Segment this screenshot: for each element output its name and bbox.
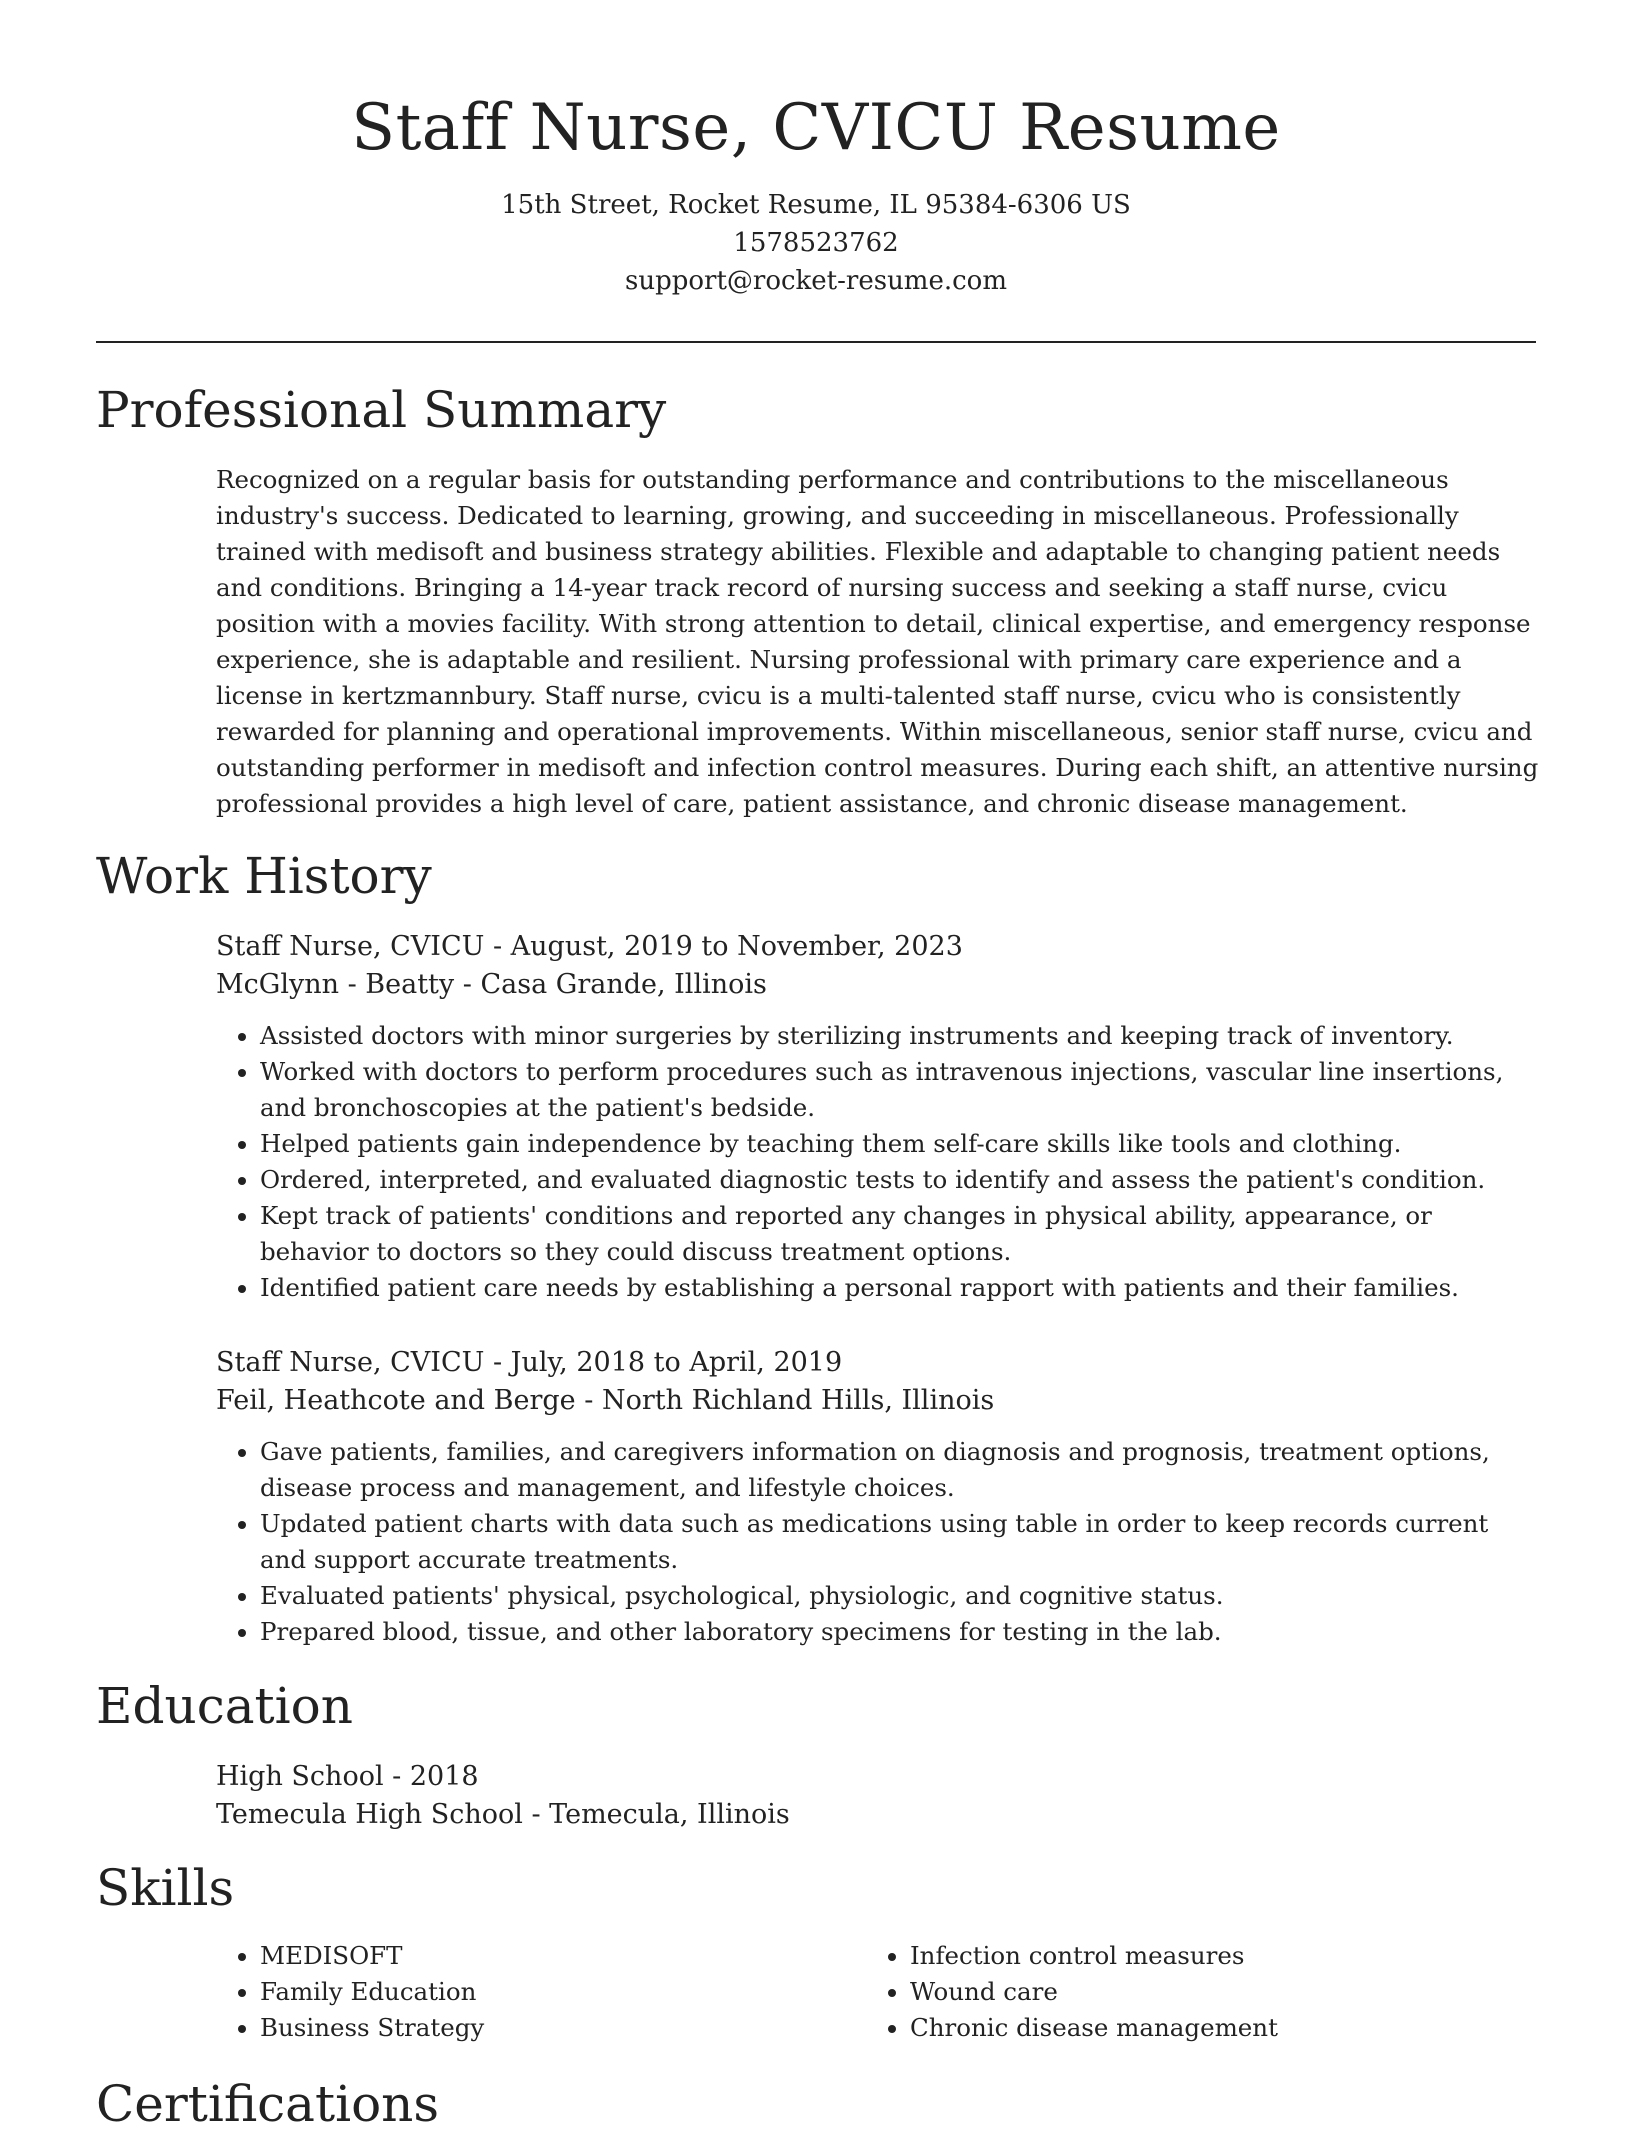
- email: support@rocket-resume.com: [624, 266, 1007, 296]
- list-item: • Infection control measures: [910, 1938, 1516, 1974]
- list-item: • MEDISOFT: [260, 1938, 866, 1974]
- education-year: - 2018: [383, 1761, 479, 1792]
- job-title: Staff Nurse, CVICU: [216, 931, 485, 962]
- resume-title: Staff Nurse, CVICU Resume: [351, 91, 1281, 165]
- resume-header: [96, 84, 1536, 300]
- skills-column-left: [216, 1938, 866, 2046]
- list-item: • Evaluated patients' physical, psychological, physiologic, and cognitive status.: [260, 1578, 1540, 1614]
- header-divider: [96, 341, 1536, 343]
- job-entry: [216, 928, 1540, 1306]
- job-title: Staff Nurse, CVICU: [216, 1347, 485, 1378]
- job-company-line: [216, 966, 1540, 1004]
- job-entry: [216, 1344, 1540, 1650]
- job-location: - Casa Grande, Illinois: [454, 969, 767, 1000]
- list-item: • Gave patients, families, and caregivers information on diagnosis and prognosis, treatment options, disease process and management, and lifestyle choices.: [260, 1434, 1540, 1506]
- education-heading: Education: [96, 1677, 353, 1735]
- job-company: Feil, Heathcote and Berge: [216, 1385, 576, 1416]
- skills-list: [216, 1938, 1540, 2046]
- list-item: • Worked with doctors to perform procedures such as intravenous injections, vascular line insertions, and bronchoscopies at the patient's bedside.: [260, 1054, 1540, 1126]
- list-item: • Wound care: [910, 1974, 1516, 2010]
- education-school-line: [216, 1796, 1540, 1834]
- summary-section: [216, 462, 1540, 822]
- job-location: - North Richland Hills, Illinois: [575, 1385, 995, 1416]
- summary-text: Recognized on a regular basis for outstanding performance and contributions to the miscellaneous industry's success. Dedicated to learning, growing, and succeeding in miscellaneous. Professionally trained with medisoft and business strategy abilities. Flexible and adaptable to changing patient needs and conditions. Bringing a 14-year track record of nursing success and seeking a staff nurse, cvicu position with a movies facility. With strong attention to detail, clinical expertise, and emergency response experience, she is adaptable and resilient. Nursing professional with primary care experience and a license in kertzmannbury. Staff nurse, cvicu is a multi-talented staff nurse, cvicu who is consistently rewarded for planning and operational improvements. Within miscellaneous, senior staff nurse, cvicu and outstanding performer in medisoft and infection control measures. During each shift, an attentive nursing professional provides a high level of care, patient assistance, and chronic disease management.: [216, 465, 1539, 818]
- job-duties: [216, 1434, 1540, 1650]
- job-dates: - August, 2019 to November, 2023: [484, 931, 963, 962]
- education-location: - Temecula, Illinois: [522, 1799, 790, 1830]
- job-title-line: [216, 928, 1540, 966]
- job-company-line: [216, 1382, 1540, 1420]
- work-history-heading: Work History: [96, 847, 432, 905]
- skills-heading: Skills: [96, 1859, 235, 1917]
- list-item: • Helped patients gain independence by teaching them self-care skills like tools and clothing.: [260, 1126, 1540, 1162]
- list-item: • Identified patient care needs by establishing a personal rapport with patients and their families.: [260, 1270, 1540, 1306]
- education-entry: [216, 1758, 1540, 1834]
- job-dates: - July, 2018 to April, 2019: [484, 1347, 843, 1378]
- list-item: • Business Strategy: [260, 2010, 866, 2046]
- education-degree-line: [216, 1758, 1540, 1796]
- summary-heading: Professional Summary: [96, 381, 667, 439]
- skills-column-right: [866, 1938, 1516, 2046]
- address: 15th Street, Rocket Resume, IL 95384-6306 US: [501, 190, 1131, 220]
- education-degree: High School: [216, 1761, 384, 1792]
- list-item: • Chronic disease management: [910, 2010, 1516, 2046]
- contact-info: [96, 186, 1536, 300]
- education-school: Temecula High School: [216, 1799, 523, 1830]
- job-title-line: [216, 1344, 1540, 1382]
- list-item: • Family Education: [260, 1974, 866, 2010]
- certifications-heading: Certifications: [96, 2075, 440, 2133]
- phone: 1578523762: [733, 228, 899, 258]
- list-item: • Kept track of patients' conditions and reported any changes in physical ability, appearance, or behavior to doctors so they could discuss treatment options.: [260, 1198, 1540, 1270]
- list-item: • Ordered, interpreted, and evaluated diagnostic tests to identify and assess the patient's condition.: [260, 1162, 1540, 1198]
- job-company: McGlynn - Beatty: [216, 969, 455, 1000]
- list-item: • Updated patient charts with data such as medications using table in order to keep records current and support accurate treatments.: [260, 1506, 1540, 1578]
- list-item: • Assisted doctors with minor surgeries by sterilizing instruments and keeping track of inventory.: [260, 1018, 1540, 1054]
- list-item: • Prepared blood, tissue, and other laboratory specimens for testing in the lab.: [260, 1614, 1540, 1650]
- job-duties: [216, 1018, 1540, 1306]
